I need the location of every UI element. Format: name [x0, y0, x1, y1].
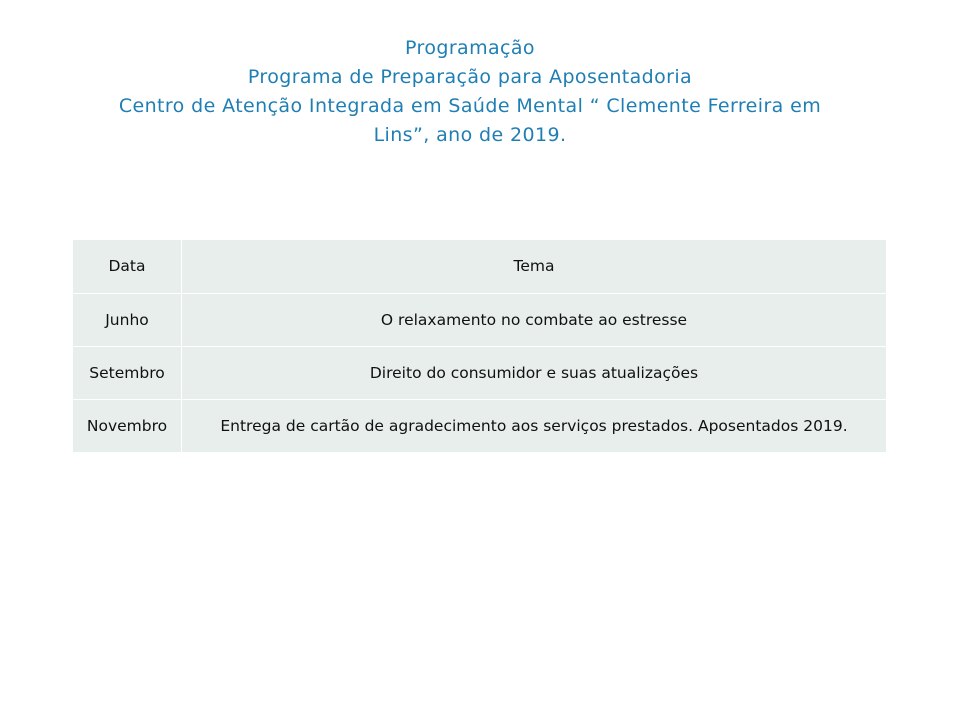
title-line-centro: Centro de Atenção Integrada em Saúde Mental “ Clemente Ferreira em	[118, 95, 822, 117]
title-line-programa: Programa de Preparação para Aposentadoria	[247, 66, 693, 88]
title-line-lins: Lins”, ano de 2019.	[373, 124, 567, 146]
table-row	[73, 399, 886, 452]
table-header-row	[73, 240, 886, 293]
table-cell-tema: Entrega de cartão de agradecimento aos serviços prestados. Aposentados 2019.	[220, 416, 848, 435]
column-header-tema: Tema	[182, 240, 887, 293]
table-cell-tema: Direito do consumidor e suas atualizações	[182, 346, 887, 399]
table-cell-data: Novembro	[73, 399, 182, 452]
table-cell-data: Junho	[73, 293, 182, 346]
table-row	[73, 293, 886, 346]
table-row	[73, 346, 886, 399]
column-header-data: Data	[73, 240, 182, 293]
title-line-programacao: Programação	[405, 37, 535, 59]
page-title	[40, 34, 900, 150]
schedule-table	[73, 240, 886, 452]
table-cell-tema: O relaxamento no combate ao estresse	[182, 293, 887, 346]
table-cell-data: Setembro	[73, 346, 182, 399]
